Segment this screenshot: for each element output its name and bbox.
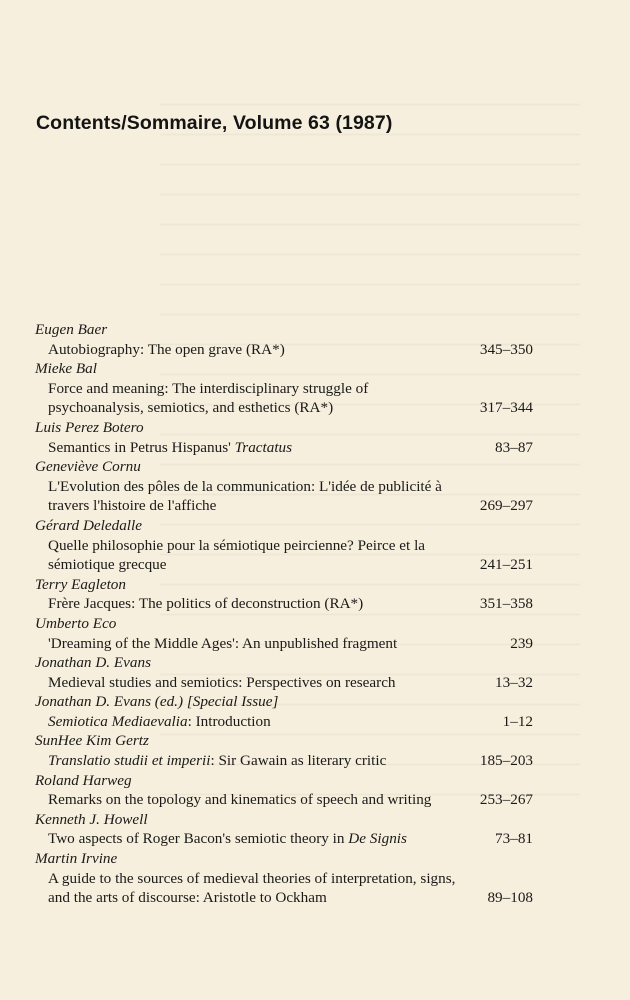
entry-pages: 269–297 <box>479 497 533 515</box>
contents-entry <box>35 810 533 849</box>
entry-author: Umberto Eco <box>35 614 117 632</box>
entry-title-row <box>35 379 533 418</box>
entry-title-row <box>35 438 533 458</box>
entry-title-segment: : Sir Gawain as literary critic <box>210 752 387 770</box>
entry-title-row <box>35 634 533 654</box>
entry-title-row <box>35 594 533 614</box>
entry-title-row <box>35 340 533 360</box>
contents-entry <box>35 359 533 418</box>
contents-entry <box>35 457 533 516</box>
entry-author: Roland Harweg <box>35 771 132 789</box>
entry-author: SunHee Kim Gertz <box>35 732 149 750</box>
entry-title-row <box>35 829 533 849</box>
contents-entry <box>35 653 533 692</box>
entry-title <box>48 379 480 418</box>
entry-pages: 351–358 <box>479 595 533 613</box>
contents-entry <box>35 575 533 614</box>
entry-pages: 89–108 <box>487 889 533 907</box>
entry-pages: 1–12 <box>502 712 533 730</box>
entry-author: Kenneth J. Howell <box>35 810 148 828</box>
contents-entry <box>35 731 533 770</box>
entry-author: Martin Irvine <box>35 850 118 868</box>
entry-title-segment: Translatio studii et imperii <box>48 752 211 770</box>
entry-title-segment: Quelle philosophie pour la sémiotique peircienne? Peirce et la sémiotique grecque <box>48 536 426 574</box>
entry-title-segment: Remarks on the topology and kinematics of speech and writing <box>48 791 432 809</box>
entry-title-segment: L'Evolution des pôles de la communication: L'idée de publicité à travers l'histoire de l'affiche <box>48 477 442 515</box>
entry-title <box>48 438 495 458</box>
entry-title-row <box>35 712 533 732</box>
entry-author: Jonathan D. Evans <box>35 654 151 672</box>
entry-title-row <box>35 790 533 810</box>
entry-pages: 345–350 <box>479 340 533 358</box>
entry-author: Jonathan D. Evans (ed.) [Special Issue] <box>35 693 279 711</box>
entry-title <box>48 594 480 614</box>
contents-entry <box>35 614 533 653</box>
entry-title-row <box>35 673 533 693</box>
entry-pages: 253–267 <box>479 791 533 809</box>
entry-title-segment: Tractatus <box>234 438 293 456</box>
entry-title <box>48 869 487 908</box>
entry-pages: 13–32 <box>495 673 533 691</box>
contents-entry <box>35 692 533 731</box>
entry-title-row <box>35 536 533 575</box>
entry-title-segment: Semantics in Petrus Hispanus' <box>48 438 235 456</box>
contents-list <box>35 320 533 908</box>
entry-title-segment: : Introduction <box>187 712 271 730</box>
entry-title-row <box>35 477 533 516</box>
entry-title-segment: Two aspects of Roger Bacon's semiotic theory in <box>48 830 349 848</box>
entry-title-row <box>35 869 533 908</box>
entry-author: Eugen Baer <box>35 321 108 338</box>
entry-author: Geneviève Cornu <box>35 458 141 476</box>
entry-title <box>48 829 495 849</box>
entry-pages: 83–87 <box>495 438 533 456</box>
entry-pages: 241–251 <box>479 556 533 574</box>
entry-author: Mieke Bal <box>35 360 97 378</box>
entry-title-segment: A guide to the sources of medieval theories of interpretation, signs, and the arts of discourse: Aristotle to Ockham <box>48 869 456 907</box>
contents-entry <box>35 849 533 908</box>
entry-title-row <box>35 751 533 771</box>
entry-title-segment: Frère Jacques: The politics of deconstruction (RA*) <box>48 595 364 613</box>
entry-title <box>48 751 480 771</box>
entry-pages: 317–344 <box>479 399 533 417</box>
entry-title <box>48 673 495 693</box>
entry-title <box>48 634 510 654</box>
entry-author: Terry Eagleton <box>35 575 126 593</box>
entry-title-segment: 'Dreaming of the Middle Ages': An unpublished fragment <box>48 634 398 652</box>
entry-title <box>48 536 480 575</box>
contents-entry <box>35 771 533 810</box>
entry-title-segment: Medieval studies and semiotics: Perspectives on research <box>48 673 396 691</box>
entry-title <box>48 340 480 360</box>
entry-title-segment: Autobiography: The open grave (RA*) <box>48 340 285 358</box>
entry-author: Gérard Deledalle <box>35 516 142 534</box>
entry-title-segment: Force and meaning: The interdisciplinary struggle of psychoanalysis, semiotics, and esthetics (RA*) <box>48 379 369 417</box>
entry-title <box>48 477 480 516</box>
entry-title-segment: Semiotica Mediaevalia <box>48 712 188 730</box>
entry-author: Luis Perez Botero <box>35 418 144 436</box>
entry-pages: 73–81 <box>495 830 533 848</box>
contents-entry <box>35 320 533 359</box>
contents-entry <box>35 516 533 575</box>
entry-title <box>48 790 480 810</box>
entry-pages: 185–203 <box>479 752 533 770</box>
contents-entry <box>35 418 533 457</box>
entry-title-segment: De Signis <box>348 830 407 848</box>
entry-pages: 239 <box>510 634 533 652</box>
entry-title <box>48 712 503 732</box>
page-title: Contents/Sommaire, Volume 63 (1987) <box>36 112 393 134</box>
